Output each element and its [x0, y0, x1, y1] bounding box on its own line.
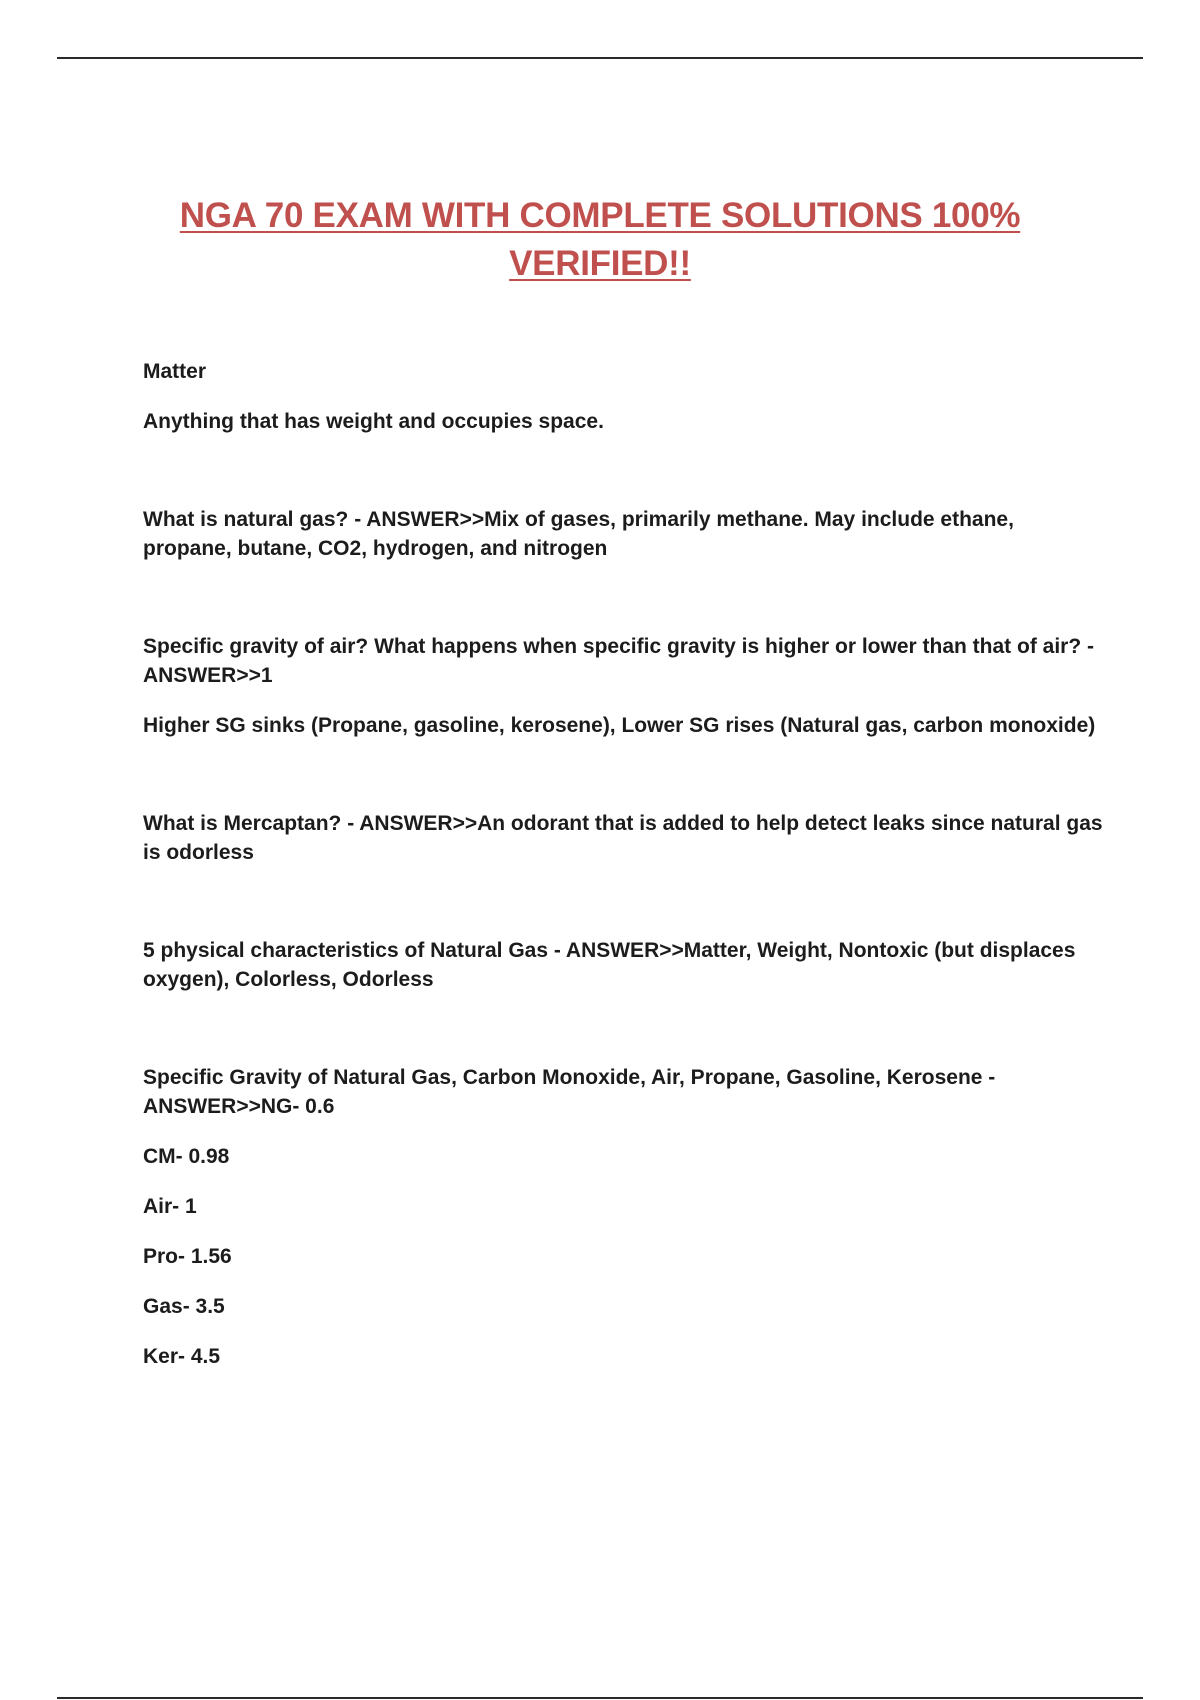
- qa-mercaptan: What is Mercaptan? - ANSWER>>An odorant that is added to help detect leaks since natural gas is odorless: [143, 812, 1103, 864]
- document-body: [143, 357, 1103, 1371]
- title-line-1: NGA 70 EXAM WITH COMPLETE SOLUTIONS 100%: [179, 196, 1021, 235]
- qa-specific-gravity-list: Specific Gravity of Natural Gas, Carbon Monoxide, Air, Propane, Gasoline, Kerosene - ANSWER>>NG- 0.6: [143, 1066, 996, 1118]
- sg-carbon-monoxide: CM- 0.98: [143, 1145, 230, 1168]
- sg-explanation: Higher SG sinks (Propane, gasoline, kerosene), Lower SG rises (Natural gas, carbon monoxide): [143, 714, 1096, 737]
- sg-kerosene: Ker- 4.5: [143, 1345, 221, 1368]
- top-rule: [57, 57, 1143, 59]
- sg-gasoline: Gas- 3.5: [143, 1295, 225, 1318]
- qa-natural-gas: What is natural gas? - ANSWER>>Mix of gases, primarily methane. May include ethane, propane, butane, CO2, hydrogen, and nitrogen: [143, 508, 1014, 560]
- qa-specific-gravity-air: Specific gravity of air? What happens when specific gravity is higher or lower than that of air? - ANSWER>>1: [143, 635, 1095, 687]
- term-matter: Matter: [143, 360, 207, 383]
- qa-physical-characteristics: 5 physical characteristics of Natural Gas - ANSWER>>Matter, Weight, Nontoxic (but displaces oxygen), Colorless, Odorless: [143, 939, 1076, 991]
- document-title: [100, 192, 1100, 288]
- title-line-2: VERIFIED!!: [509, 244, 691, 283]
- bottom-rule: [57, 1697, 1143, 1699]
- definition-matter: Anything that has weight and occupies space.: [143, 410, 604, 433]
- sg-air: Air- 1: [143, 1195, 197, 1218]
- sg-propane: Pro- 1.56: [143, 1245, 232, 1268]
